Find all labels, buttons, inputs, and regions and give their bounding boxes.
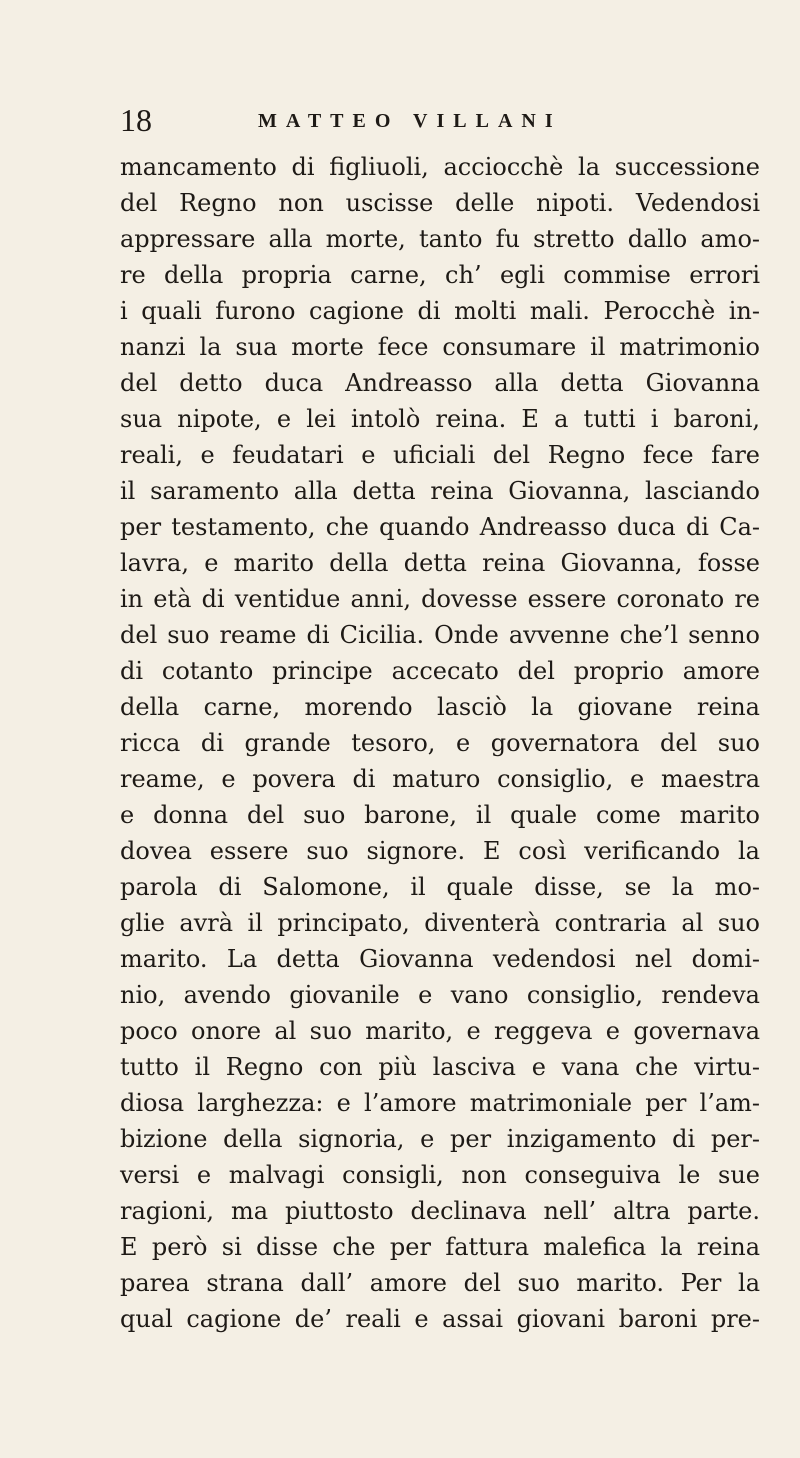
text-line: diosa larghezza: e l’amore matrimoniale per l’am- <box>120 1089 760 1117</box>
text-line: mancamento di figliuoli, acciocchè la successione <box>120 153 760 181</box>
text-line: marito. La detta Giovanna vedendosi nel domi- <box>120 945 760 973</box>
text-line: nio, avendo giovanile e vano consiglio, rendeva <box>120 981 760 1009</box>
text-line: parola di Salomone, il quale disse, se la mo- <box>120 873 760 901</box>
text-line: in età di ventidue anni, dovesse essere coronato re <box>120 585 760 613</box>
text-line: re della propria carne, ch’ egli commise errori <box>120 261 760 289</box>
text-line: di cotanto principe accecato del proprio amore <box>120 657 760 685</box>
text-line: del detto duca Andreasso alla detta Giovanna <box>120 369 760 397</box>
running-head: MATTEO VILLANI <box>258 110 562 132</box>
text-line: del Regno non uscisse delle nipoti. Vedendosi <box>120 189 760 217</box>
text-line: E però si disse che per fattura malefica la reina <box>120 1233 760 1261</box>
text-line: e donna del suo barone, il quale come marito <box>120 801 760 829</box>
text-line: versi e malvagi consigli, non conseguiva le sue <box>120 1161 760 1189</box>
text-line: i quali furono cagione di molti mali. Perocchè in- <box>120 297 760 325</box>
body-text <box>120 149 760 1337</box>
text-line: reali, e feudatari e uficiali del Regno fece fare <box>120 441 760 469</box>
text-line: poco onore al suo marito, e reggeva e governava <box>120 1017 760 1045</box>
text-line: glie avrà il principato, diventerà contraria al suo <box>120 909 760 937</box>
text-line: del suo reame di Cicilia. Onde avvenne che’l senno <box>120 621 760 649</box>
page-number: 18 <box>120 102 152 138</box>
text-line: qual cagione de’ reali e assai giovani baroni pre- <box>120 1305 760 1333</box>
text-line: dovea essere suo signore. E così verificando la <box>120 837 760 865</box>
text-line: della carne, morendo lasciò la giovane reina <box>120 693 760 721</box>
text-line: sua nipote, e lei intolò reina. E a tutti i baroni, <box>120 405 760 433</box>
text-line: ricca di grande tesoro, e governatora del suo <box>120 729 760 757</box>
text-line: reame, e povera di maturo consiglio, e maestra <box>120 765 760 793</box>
text-line: tutto il Regno con più lasciva e vana che virtu- <box>120 1053 760 1081</box>
text-line: lavra, e marito della detta reina Giovanna, fosse <box>120 549 760 577</box>
text-line: bizione della signoria, e per inzigamento di per- <box>120 1125 760 1153</box>
text-line: ragioni, ma piuttosto declinava nell’ altra parte. <box>120 1197 760 1225</box>
page-header <box>120 100 760 140</box>
text-line: nanzi la sua morte fece consumare il matrimonio <box>120 333 760 361</box>
text-line: per testamento, che quando Andreasso duca di Ca- <box>120 513 760 541</box>
text-line: il saramento alla detta reina Giovanna, lasciando <box>120 477 760 505</box>
text-line: parea strana dall’ amore del suo marito. Per la <box>120 1269 760 1297</box>
text-line: appressare alla morte, tanto fu stretto dallo amo- <box>120 225 760 253</box>
